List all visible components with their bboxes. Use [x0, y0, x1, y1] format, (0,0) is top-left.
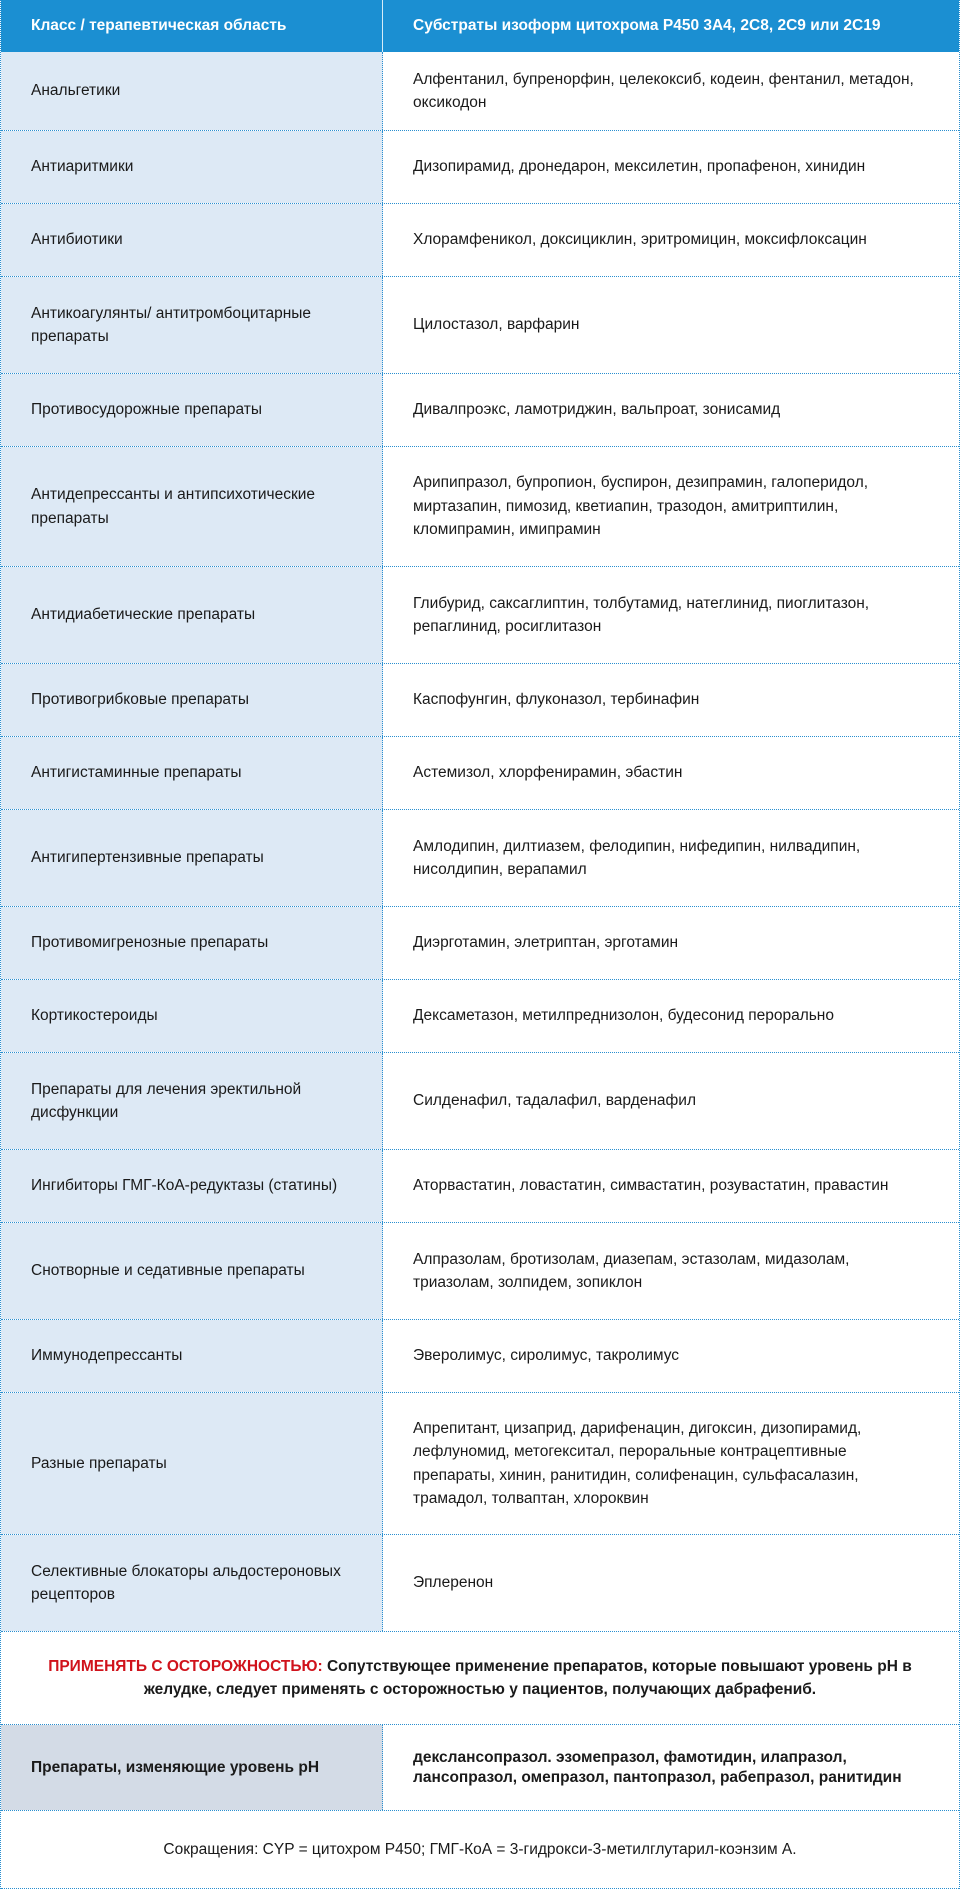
row-drugs-cell: Каспофунгин, флуконазол, тербинафин: [383, 664, 959, 736]
caution-text: Сопутствующее применение препаратов, которые повышают уровень pH в желудке, следует применять с осторожностью у пациентов, получающих дабрафениб.: [143, 1657, 912, 1698]
row-class-cell: Антиаритмики: [1, 131, 383, 203]
table-row: [1, 737, 959, 810]
row-class-cell: Противогрибковые препараты: [1, 664, 383, 736]
row-drugs-cell: Астемизол, хлорфенирамин, эбастин: [383, 737, 959, 809]
row-drugs-cell: Эплеренон: [383, 1535, 959, 1631]
row-drugs-cell: Алпразолам, бротизолам, диазепам, эстазолам, мидазолам, триазолам, золпидем, зопиклон: [383, 1223, 959, 1319]
header-class-column: Класс / терапевтическая область: [1, 0, 383, 52]
row-drugs-cell: Глибурид, саксаглиптин, толбутамид, натеглинид, пиоглитазон, репаглинид, росиглитазон: [383, 567, 959, 663]
row-class-cell: Противомигренозные препараты: [1, 907, 383, 979]
table-row: [1, 980, 959, 1053]
row-class-cell: Иммунодепрессанты: [1, 1320, 383, 1392]
row-class-cell: Разные препараты: [1, 1393, 383, 1534]
table-row: [1, 907, 959, 980]
ph-row-drugs-cell: декслансопразол. эзомепразол, фамотидин, илапразол, лансопразол, омепразол, пантопразол, рабепразол, ранитидин: [383, 1725, 959, 1810]
header-substrates-column: Субстраты изоформ цитохрома P450 3A4, 2C8, 2C9 или 2C19: [413, 17, 881, 34]
row-class-cell: Антигистаминные препараты: [1, 737, 383, 809]
row-drugs-cell: Хлорамфеникол, доксициклин, эритромицин, моксифлоксацин: [383, 204, 959, 276]
row-drugs-cell: Амлодипин, дилтиазем, фелодипин, нифедипин, нилвадипин, нисолдипин, верапамил: [383, 810, 959, 906]
row-drugs-cell: Аторвастатин, ловастатин, симвастатин, розувастатин, правастин: [383, 1150, 959, 1222]
row-class-cell: Снотворные и седативные препараты: [1, 1223, 383, 1319]
row-drugs-cell: Арипипразол, бупропион, буспирон, дезипрамин, галоперидол, миртазапин, пимозид, кветиапин, тразодон, амитриптилин, кломипрамин, имипрамин: [383, 447, 959, 566]
row-class-cell: Анальгетики: [1, 52, 383, 130]
row-class-cell: Антидиабетические препараты: [1, 567, 383, 663]
row-drugs-cell: Цилостазол, варфарин: [383, 277, 959, 373]
table-header: [1, 0, 959, 52]
caution-text-block: [31, 1655, 929, 1702]
table-row: [1, 1393, 959, 1535]
row-drugs-cell: Диэрготамин, элетриптан, эрготамин: [383, 907, 959, 979]
table-row: [1, 567, 959, 664]
row-drugs-cell: Алфентанил, бупренорфин, целекоксиб, кодеин, фентанил, метадон, оксикодон: [383, 52, 959, 130]
table-row: [1, 52, 959, 131]
abbreviations-footnote: Сокращения: CYP = цитохром P450; ГМГ-КоА = 3-гидрокси-3-метилглутарил-коэнзим А.: [1, 1811, 959, 1889]
caution-notice: [1, 1632, 959, 1725]
table-row: [1, 810, 959, 907]
row-class-cell: Ингибиторы ГМГ-КоА-редуктазы (статины): [1, 1150, 383, 1222]
caution-label: ПРИМЕНЯТЬ С ОСТОРОЖНОСТЬЮ:: [48, 1657, 323, 1675]
row-class-cell: Селективные блокаторы альдостероновых рецепторов: [1, 1535, 383, 1631]
table-row: [1, 1223, 959, 1320]
row-drugs-cell: Силденафил, тадалафил, варденафил: [383, 1053, 959, 1149]
ph-row-class-cell: Препараты, изменяющие уровень pH: [1, 1725, 383, 1810]
row-class-cell: Антидепрессанты и антипсихотические препараты: [1, 447, 383, 566]
ph-modifying-drugs-row: [1, 1725, 959, 1811]
table-row: [1, 664, 959, 737]
row-drugs-cell: Эверолимус, сиролимус, такролимус: [383, 1320, 959, 1392]
table-row: [1, 374, 959, 447]
table-row: [1, 1535, 959, 1632]
row-drugs-cell: Дексаметазон, метилпреднизолон, будесонид перорально: [383, 980, 959, 1052]
table-row: [1, 1150, 959, 1223]
row-class-cell: Антикоагулянты/ антитромбоцитарные препараты: [1, 277, 383, 373]
row-drugs-cell: Дизопирамид, дронедарон, мексилетин, пропафенон, хинидин: [383, 131, 959, 203]
table-row: [1, 447, 959, 567]
row-class-cell: Антигипертензивные препараты: [1, 810, 383, 906]
row-drugs-cell: Апрепитант, цизаприд, дарифенацин, дигоксин, дизопирамид, лефлуномид, метогекситал, пероральные контрацептивные препараты, хинин, ранитидин, солифенацин, сульфасалазин, трамадол, толваптан, хлороквин: [383, 1393, 959, 1534]
table-row: [1, 1320, 959, 1393]
row-class-cell: Противосудорожные препараты: [1, 374, 383, 446]
row-drugs-cell: Дивалпроэкс, ламотриджин, вальпроат, зонисамид: [383, 374, 959, 446]
table-row: [1, 131, 959, 204]
row-class-cell: Антибиотики: [1, 204, 383, 276]
row-class-cell: Кортикостероиды: [1, 980, 383, 1052]
table-row: [1, 277, 959, 374]
table-row: [1, 204, 959, 277]
table-row: [1, 1053, 959, 1150]
row-class-cell: Препараты для лечения эректильной дисфункции: [1, 1053, 383, 1149]
